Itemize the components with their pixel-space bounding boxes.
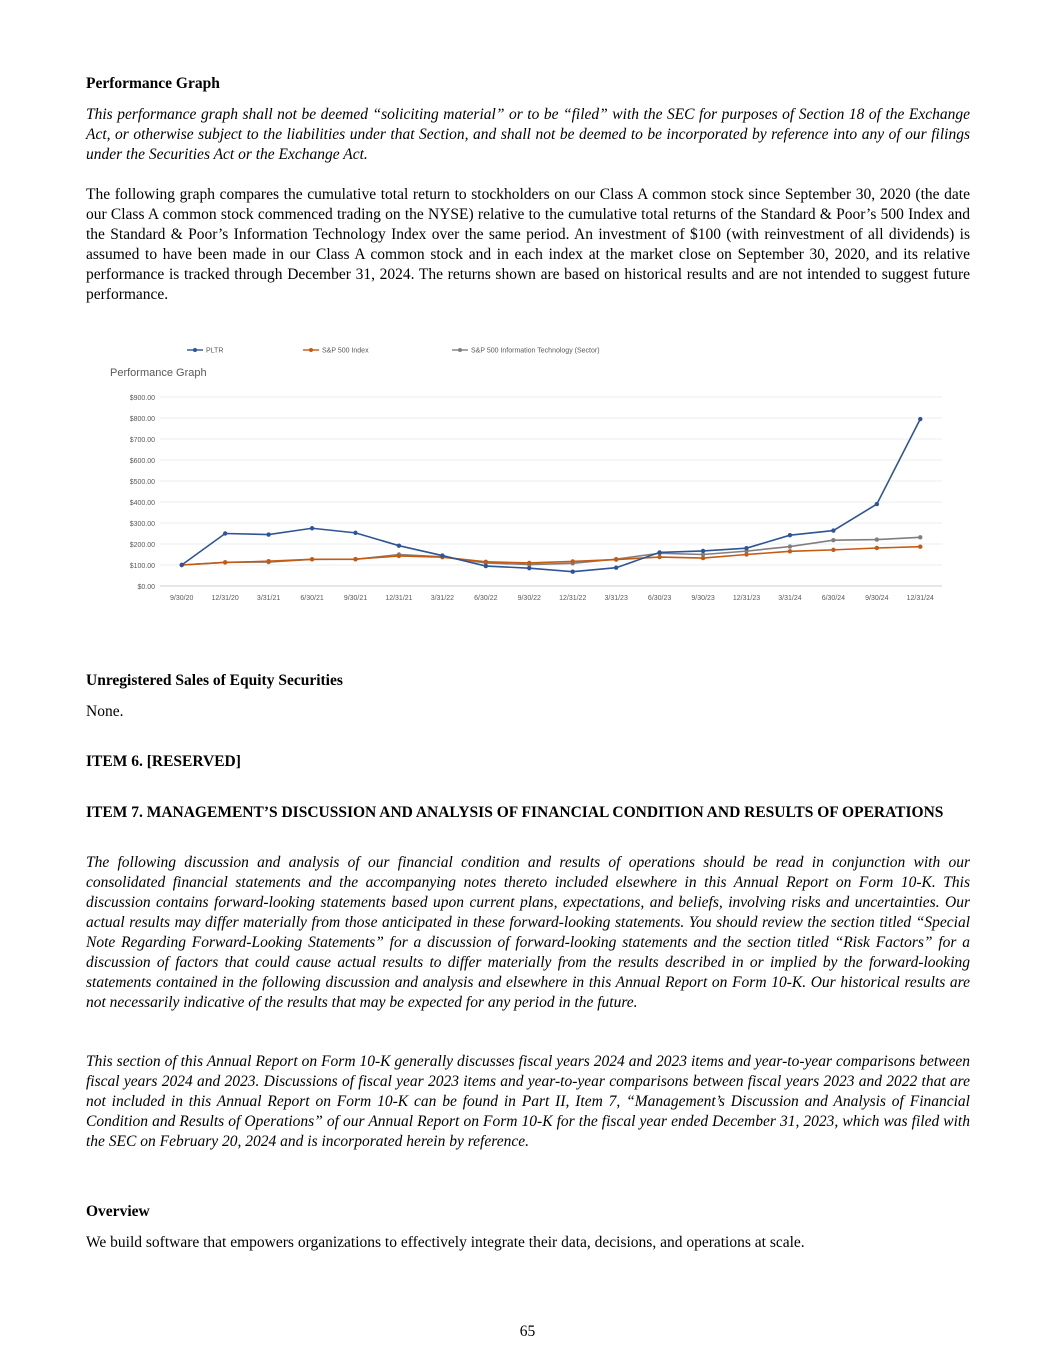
- series-line-s-p-500-index: [182, 547, 921, 565]
- y-tick-label: $100.00: [129, 563, 155, 570]
- legend-label: S&P 500 Information Technology (Sector): [471, 347, 600, 355]
- x-tick-label: 9/30/20: [170, 595, 194, 602]
- y-tick-label: $300.00: [129, 521, 155, 528]
- legend-label: S&P 500 Index: [322, 347, 369, 355]
- x-tick-label: 12/31/22: [559, 595, 587, 602]
- overview-body: We build software that empowers organizations to effectively integrate their data, decisions, and operations at scale.: [86, 1234, 805, 1251]
- data-point: [701, 556, 705, 560]
- data-point: [310, 526, 314, 530]
- x-tick-label: 9/30/22: [517, 595, 541, 602]
- item7-paragraph-2: This section of this Annual Report on Form 10-K generally discusses fiscal years 2024 and 2023 items and year-to-year comparisons between fiscal years 2024 and 2023. Discussions of fiscal year 2023 items and year-to-year comparisons between fiscal years 2023 and 2022 that are not included in this Annual Report on Form 10-K can be found in Part II, Item 7, “Management’s Discussion and Analysis of Financial Condition and Results of Operations” of our Annual Report on Form 10-K for the fiscal year ended December 31, 2023, which was filed with the SEC on February 20, 2024 and is incorporated herein by reference.: [86, 1053, 970, 1150]
- y-tick-label: $700.00: [129, 437, 155, 444]
- data-point: [614, 566, 618, 570]
- x-tick-label: 3/31/24: [778, 595, 802, 602]
- data-point: [744, 546, 748, 550]
- x-tick-label: 12/31/21: [385, 595, 413, 602]
- unregistered-sales-heading: Unregistered Sales of Equity Securities: [86, 672, 343, 689]
- overview-heading: Overview: [86, 1203, 150, 1220]
- data-point: [657, 550, 661, 554]
- data-point: [831, 528, 835, 532]
- data-point: [266, 532, 270, 536]
- x-tick-label: 12/31/20: [211, 595, 239, 602]
- data-point: [397, 554, 401, 558]
- x-tick-label: 12/31/23: [732, 595, 761, 602]
- x-tick-label: 6/30/22: [474, 595, 498, 602]
- data-point: [397, 543, 401, 547]
- data-point: [875, 546, 879, 550]
- data-point: [353, 557, 357, 561]
- y-tick-label: $900.00: [129, 395, 155, 402]
- data-point: [918, 535, 922, 539]
- data-point: [918, 545, 922, 549]
- performance-graph-heading: Performance Graph: [86, 75, 220, 92]
- y-tick-label: $200.00: [129, 542, 155, 549]
- legend-marker: [309, 348, 313, 352]
- data-point: [440, 553, 444, 557]
- data-point: [527, 561, 531, 565]
- y-tick-label: $500.00: [129, 479, 155, 486]
- item7-paragraph-1: The following discussion and analysis of our financial condition and results of operations should be read in conjunction with our consolidated financial statements and the accompanying notes thereto included elsewhere in this Annual Report on Form 10-K. This discussion contains forward-looking statements based upon current plans, expectations, and beliefs, involving risks and uncertainties. Our actual results may differ materially from those anticipated in these forward-looking statements. You should review the section titled “Special Note Regarding Forward-Looking Statements” for a discussion of forward-looking statements and the section titled “Risk Factors” for a discussion of factors that could cause actual results to differ materially from the results described in or implied by the forward-looking statements contained in the following discussion and analysis and elsewhere in this Annual Report on Form 10-K. Our historical results are not necessarily indicative of the results that may be expected for any period in the future.: [86, 854, 970, 1011]
- data-point: [527, 566, 531, 570]
- y-tick-label: $400.00: [129, 500, 155, 507]
- data-point: [614, 557, 618, 561]
- performance-description: The following graph compares the cumulative total return to stockholders on our Class A common stock since September 30, 2020 (the date our Class A common stock commenced trading on the NYSE) relative to the cumulative total returns of the Standard & Poor’s 500 Index and the Standard & Poor’s Information Technology Index over the same period. An investment of $100 (with reinvestment of all dividends) is assumed to have been made in our Class A common stock and in each index at the market close on September 30, 2020, and its relative performance is tracked through December 31, 2024. The returns shown are based on historical results and are not intended to suggest future performance.: [86, 186, 970, 303]
- data-point: [831, 548, 835, 552]
- data-point: [223, 560, 227, 564]
- x-tick-label: 9/30/24: [865, 595, 889, 602]
- x-tick-label: 9/30/21: [343, 595, 368, 602]
- data-point: [831, 538, 835, 542]
- x-tick-label: 3/31/21: [256, 595, 281, 602]
- data-point: [571, 570, 575, 574]
- x-tick-label: 3/31/22: [430, 595, 455, 602]
- data-point: [875, 502, 879, 506]
- page-number: 65: [519, 1323, 536, 1340]
- x-tick-label: 9/30/23: [691, 595, 715, 602]
- data-point: [484, 560, 488, 564]
- chart-title: Performance Graph: [110, 367, 207, 379]
- y-tick-label: $800.00: [129, 416, 155, 423]
- data-point: [788, 544, 792, 548]
- x-tick-label: 6/30/21: [300, 595, 324, 602]
- data-point: [657, 555, 661, 559]
- data-point: [788, 549, 792, 553]
- item7-heading: ITEM 7. MANAGEMENT’S DISCUSSION AND ANALYSIS OF FINANCIAL CONDITION AND RESULTS OF OPERATIONS: [86, 804, 944, 821]
- performance-chart: [0, 338, 1055, 618]
- series-line-pltr: [182, 419, 921, 572]
- legend-marker: [193, 348, 197, 352]
- data-point: [918, 417, 922, 421]
- y-tick-label: $600.00: [129, 458, 155, 465]
- data-point: [266, 559, 270, 563]
- item6-heading: ITEM 6. [RESERVED]: [86, 753, 241, 770]
- x-tick-label: 12/31/24: [906, 595, 934, 602]
- x-tick-label: 6/30/24: [821, 595, 846, 602]
- legend-marker: [458, 348, 462, 352]
- performance-chart-svg: [0, 338, 1055, 618]
- data-point: [701, 549, 705, 553]
- legend-label: PLTR: [206, 347, 224, 355]
- x-tick-label: 6/30/23: [647, 595, 672, 602]
- unregistered-sales-body: None.: [86, 703, 124, 720]
- data-point: [788, 533, 792, 537]
- data-point: [180, 563, 184, 567]
- data-point: [353, 531, 357, 535]
- data-point: [875, 537, 879, 541]
- x-tick-label: 3/31/23: [604, 595, 628, 602]
- y-tick-label: $0.00: [137, 584, 155, 591]
- data-point: [223, 531, 227, 535]
- data-point: [484, 564, 488, 568]
- performance-disclaimer: This performance graph shall not be deemed “soliciting material” or to be “filed” with the SEC for purposes of Section 18 of the Exchange Act, or otherwise subject to the liabilities under that Section, and shall not be deemed to be incorporated by reference into any of our filings under the Securities Act or the Exchange Act.: [86, 106, 970, 163]
- data-point: [310, 557, 314, 561]
- data-point: [744, 552, 748, 556]
- data-point: [571, 559, 575, 563]
